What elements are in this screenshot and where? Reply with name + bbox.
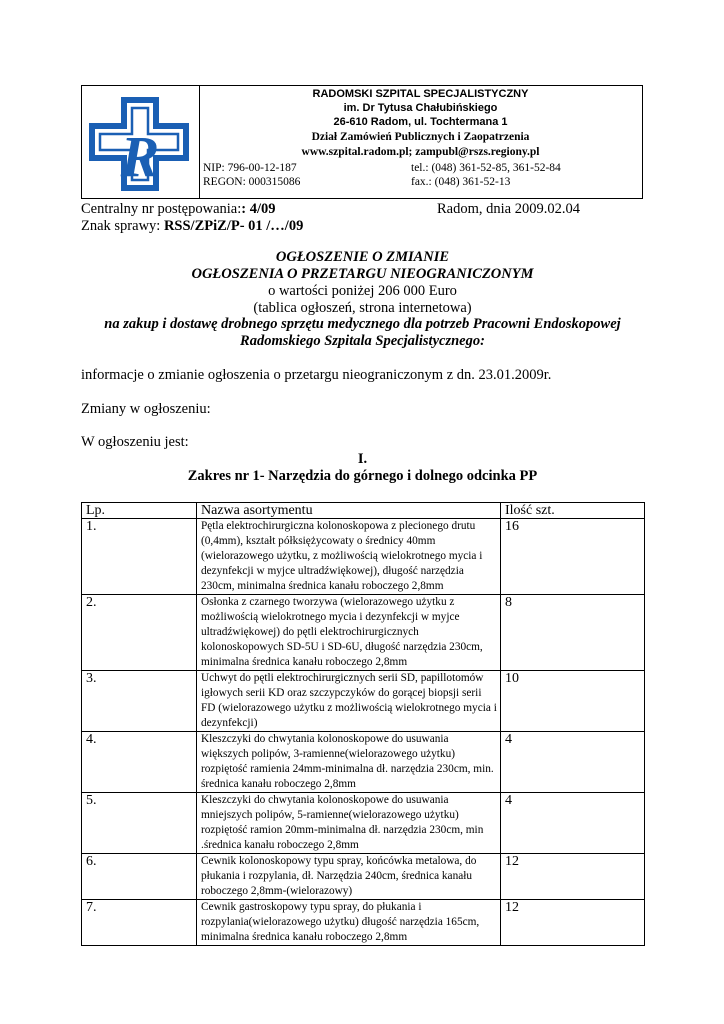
is-heading: W ogłoszeniu jest: xyxy=(81,434,189,450)
row-desc: Uchwyt do pętli elektrochirurgicznych serii SD, papillotomów igłowych serii KD oraz szczypczyków do gorącej biopsji serii FD (wielorazowego użytku z możliwością wielokrotnego mycia i dezynfekcji) xyxy=(197,671,501,732)
row-desc: Osłonka z czarnego tworzywa (wielorazowego użytku z możliwością wielokrotnego mycia i dezynfekcji w myjce ultradźwiękowej) do pętli elektrochirurgicznych kolonoskopowych SD-5U i SD-6U, długość narzędzia 230cm, minimalna średnica kanału roboczego 2,8mm xyxy=(197,595,501,671)
logo-letter: R xyxy=(120,124,160,189)
org-fax: fax.: (048) 361-52-13 xyxy=(411,176,511,188)
change-info: informacje o zmianie ogłoszenia o przetargu nieograniczonym z dn. 23.01.2009r. xyxy=(81,367,552,383)
table-header-row xyxy=(82,503,645,519)
letterhead xyxy=(81,85,643,199)
place-date: Radom, dnia 2009.02.04 xyxy=(437,201,580,217)
row-desc: Pętla elektrochirurgiczna kolonoskopowa z plecionego drutu (0,4mm), kształt półksiężycowaty o średnicy 40mm (wielorazowego użytku, z możliwością wielokrotnego mycia i dezynfekcji w myjce ultradźwiękowej), długość narzędzia 230cm, minimalna średnica kanału roboczego 2,8mm xyxy=(197,519,501,595)
header-name: Nazwa asortymentu xyxy=(197,503,501,519)
row-qty: 10 xyxy=(501,671,645,732)
hospital-logo xyxy=(82,86,200,198)
org-patron: im. Dr Tytusa Chałubińskiego xyxy=(343,102,498,114)
row-qty: 4 xyxy=(501,793,645,854)
row-lp: 7. xyxy=(82,900,197,946)
letterhead-info xyxy=(199,86,642,198)
org-nip: NIP: 796-00-12-187 xyxy=(203,162,297,174)
title-line-1: OGŁOSZENIE O ZMIANIE xyxy=(275,249,450,265)
section-number: I. xyxy=(357,451,368,467)
row-qty: 8 xyxy=(501,595,645,671)
title-line-2: OGŁOSZENIA O PRZETARGU NIEOGRANICZONYM xyxy=(191,266,534,282)
row-lp: 1. xyxy=(82,519,197,595)
row-qty: 12 xyxy=(501,900,645,946)
header-lp: Lp. xyxy=(82,503,197,519)
title-line-6: Radomskiego Szpitala Specjalistycznego: xyxy=(240,333,485,349)
items-table xyxy=(81,502,645,946)
table-row xyxy=(82,732,645,793)
table-row xyxy=(82,671,645,732)
table-row xyxy=(82,519,645,595)
hospital-cross-logo-icon xyxy=(86,96,194,192)
section-title: Zakres nr 1- Narzędzia do górnego i dolnego odcinka PP xyxy=(187,468,538,484)
row-qty: 4 xyxy=(501,732,645,793)
org-name: RADOMSKI SZPITAL SPECJALISTYCZNY xyxy=(312,88,529,100)
org-web-email: www.szpital.radom.pl; zampubl@rszs.regiony.pl xyxy=(301,146,540,158)
row-desc: Cewnik kolonoskopowy typu spray, końcówka metalowa, do płukania i rozpylania, dł. Narzędzia 240cm, średnica kanału roboczego 2,8mm-(wielorazowy) xyxy=(197,854,501,900)
org-department: Dział Zamówień Publicznych i Zaopatrzenia xyxy=(311,131,530,143)
title-line-5: na zakup i dostawę drobnego sprzętu medycznego dla potrzeb Pracowni Endoskopowej xyxy=(104,316,621,332)
row-lp: 2. xyxy=(82,595,197,671)
row-desc: Cewnik gastroskopowy typu spray, do płukania i rozpylania(wielorazowego użytku) długość narzędzia 165cm, minimalna średnica kanału roboczego 2,8mm xyxy=(197,900,501,946)
changes-heading: Zmiany w ogłoszeniu: xyxy=(81,401,211,417)
header-qty: Ilość szt. xyxy=(501,503,645,519)
title-line-3: o wartości poniżej 206 000 Euro xyxy=(268,283,457,299)
row-qty: 12 xyxy=(501,854,645,900)
row-lp: 4. xyxy=(82,732,197,793)
table-row xyxy=(82,900,645,946)
org-regon: REGON: 000315086 xyxy=(203,176,301,188)
table-row xyxy=(82,595,645,671)
row-lp: 3. xyxy=(82,671,197,732)
row-desc: Kleszczyki do chwytania kolonoskopowe do usuwania większych polipów, 3-ramienne(wielorazowego użytku) rozpiętość ramienia 24mm-minimalna dł. narzędzia 230cm, min. średnica kanału roboczego 2,8mm xyxy=(197,732,501,793)
org-address: 26-610 Radom, ul. Tochtermana 1 xyxy=(333,116,508,128)
central-number: Centralny nr postępowania:: 4/09 xyxy=(81,201,276,217)
row-desc: Kleszczyki do chwytania kolonoskopowe do usuwania mniejszych polipów, 5-ramienne(wielorazowego użytku) rozpiętość ramion 20mm-minimalna dł. narzędzia 230cm, min .średnica kanału roboczego 2,8mm xyxy=(197,793,501,854)
row-lp: 6. xyxy=(82,854,197,900)
case-sign: Znak sprawy: RSS/ZPiZ/P- 01 /…/09 xyxy=(81,218,304,234)
row-qty: 16 xyxy=(501,519,645,595)
title-line-4: (tablica ogłoszeń, strona internetowa) xyxy=(253,300,472,316)
org-tel: tel.: (048) 361-52-85, 361-52-84 xyxy=(411,162,561,174)
table-row xyxy=(82,854,645,900)
table-row xyxy=(82,793,645,854)
row-lp: 5. xyxy=(82,793,197,854)
